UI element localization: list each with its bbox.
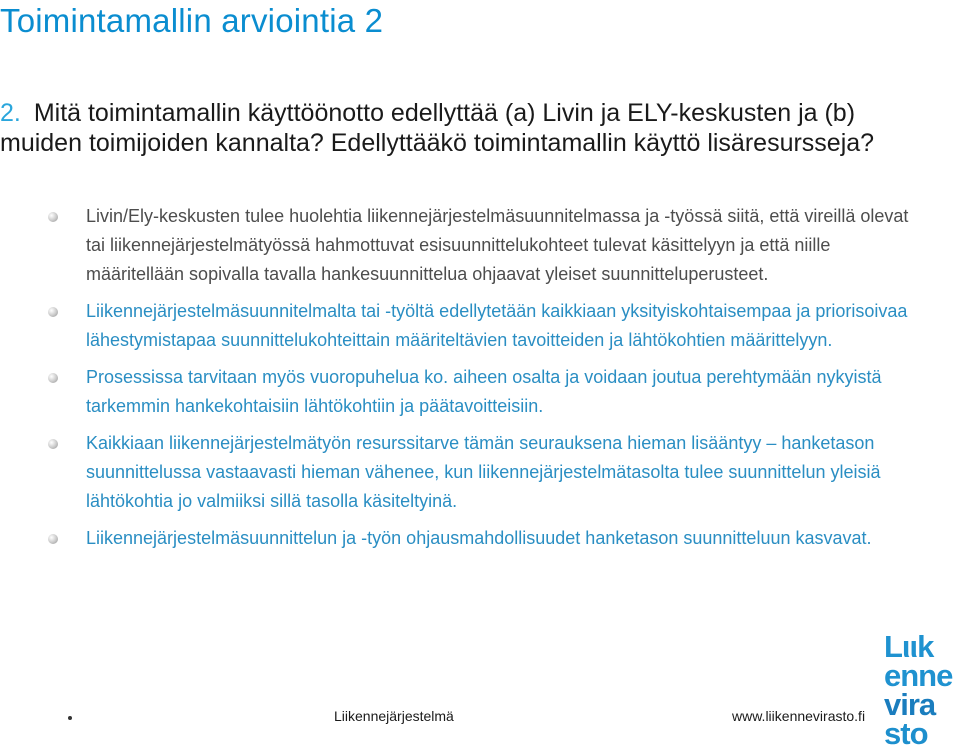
logo-line: Lιιk [884, 629, 934, 664]
question-text: Mitä toimintamallin käyttöönotto edellyttää (a) Livin ja ELY-keskusten ja (b) muiden toimijoiden kannalta? Edellyttääkö toimintamallin käyttö lisäresursseja? [0, 99, 875, 157]
bullet-dot-icon [48, 307, 58, 317]
bullet-dot-icon [48, 534, 58, 544]
question-number: 2. [0, 99, 21, 127]
bullet-item [48, 524, 928, 553]
bullet-text: Kaikkiaan liikennejärjestelmätyön resurssitarve tämän seurauksena hieman lisääntyy – hanketason suunnittelussa vastaavasti hieman vähenee, kun liikennejärjestelmätasolta tulee suunnittelun yleisiä lähtökohtia jo valmiiksi sillä tasolla käsiteltyinä. [86, 433, 881, 511]
bullet-text: Liikennejärjestelmäsuunnittelun ja -työn ohjausmahdollisuudet hanketason suunnitteluun kasvavat. [86, 528, 872, 548]
bullet-item [48, 429, 928, 516]
bullet-item [48, 363, 928, 421]
logo-line: enne [884, 658, 953, 693]
bullet-text: Prosessissa tarvitaan myös vuoropuhelua ko. aiheen osalta ja voidaan joutua perehtymään nykyistä tarkemmin hankekohtaisiin lähtökohtiin ja päätavoitteisiin. [86, 367, 882, 416]
bullet-item [48, 202, 928, 289]
bullet-list [48, 202, 928, 561]
footer-url: www.liikennevirasto.fi [732, 708, 866, 724]
logo-line: sto [884, 716, 928, 751]
liikennevirasto-logo [884, 629, 960, 751]
footer-left-text: Liikennejärjestelmä [334, 708, 454, 724]
bullet-text: Livin/Ely-keskusten tulee huolehtia liikennejärjestelmäsuunnitelmassa ja -työssä siitä, että vireillä olevat tai liikennejärjestelmätyössä hahmottuvat esisuunnittelukohteet tulevat käsittelyyn ja että niille määritellään sopivalla tavalla hankesuunnittelua ohjaavat yleiset suunnitteluperusteet. [86, 206, 909, 284]
bullet-dot-icon [48, 439, 58, 449]
question [0, 98, 935, 158]
footer-dot-icon [68, 716, 72, 720]
bullet-item [48, 297, 928, 355]
bullet-text: Liikennejärjestelmäsuunnitelmalta tai -työltä edellytetään kaikkiaan yksityiskohtaisempaa ja priorisoivaa lähestymistapaa suunnittelukohteittain määriteltävien tavoitteiden ja lähtökohtien määrittelyyn. [86, 301, 908, 350]
bullet-dot-icon [48, 373, 58, 383]
slide-title: Toimintamallin arviointia 2 [0, 2, 384, 39]
logo-line: vira [884, 687, 936, 722]
bullet-dot-icon [48, 212, 58, 222]
